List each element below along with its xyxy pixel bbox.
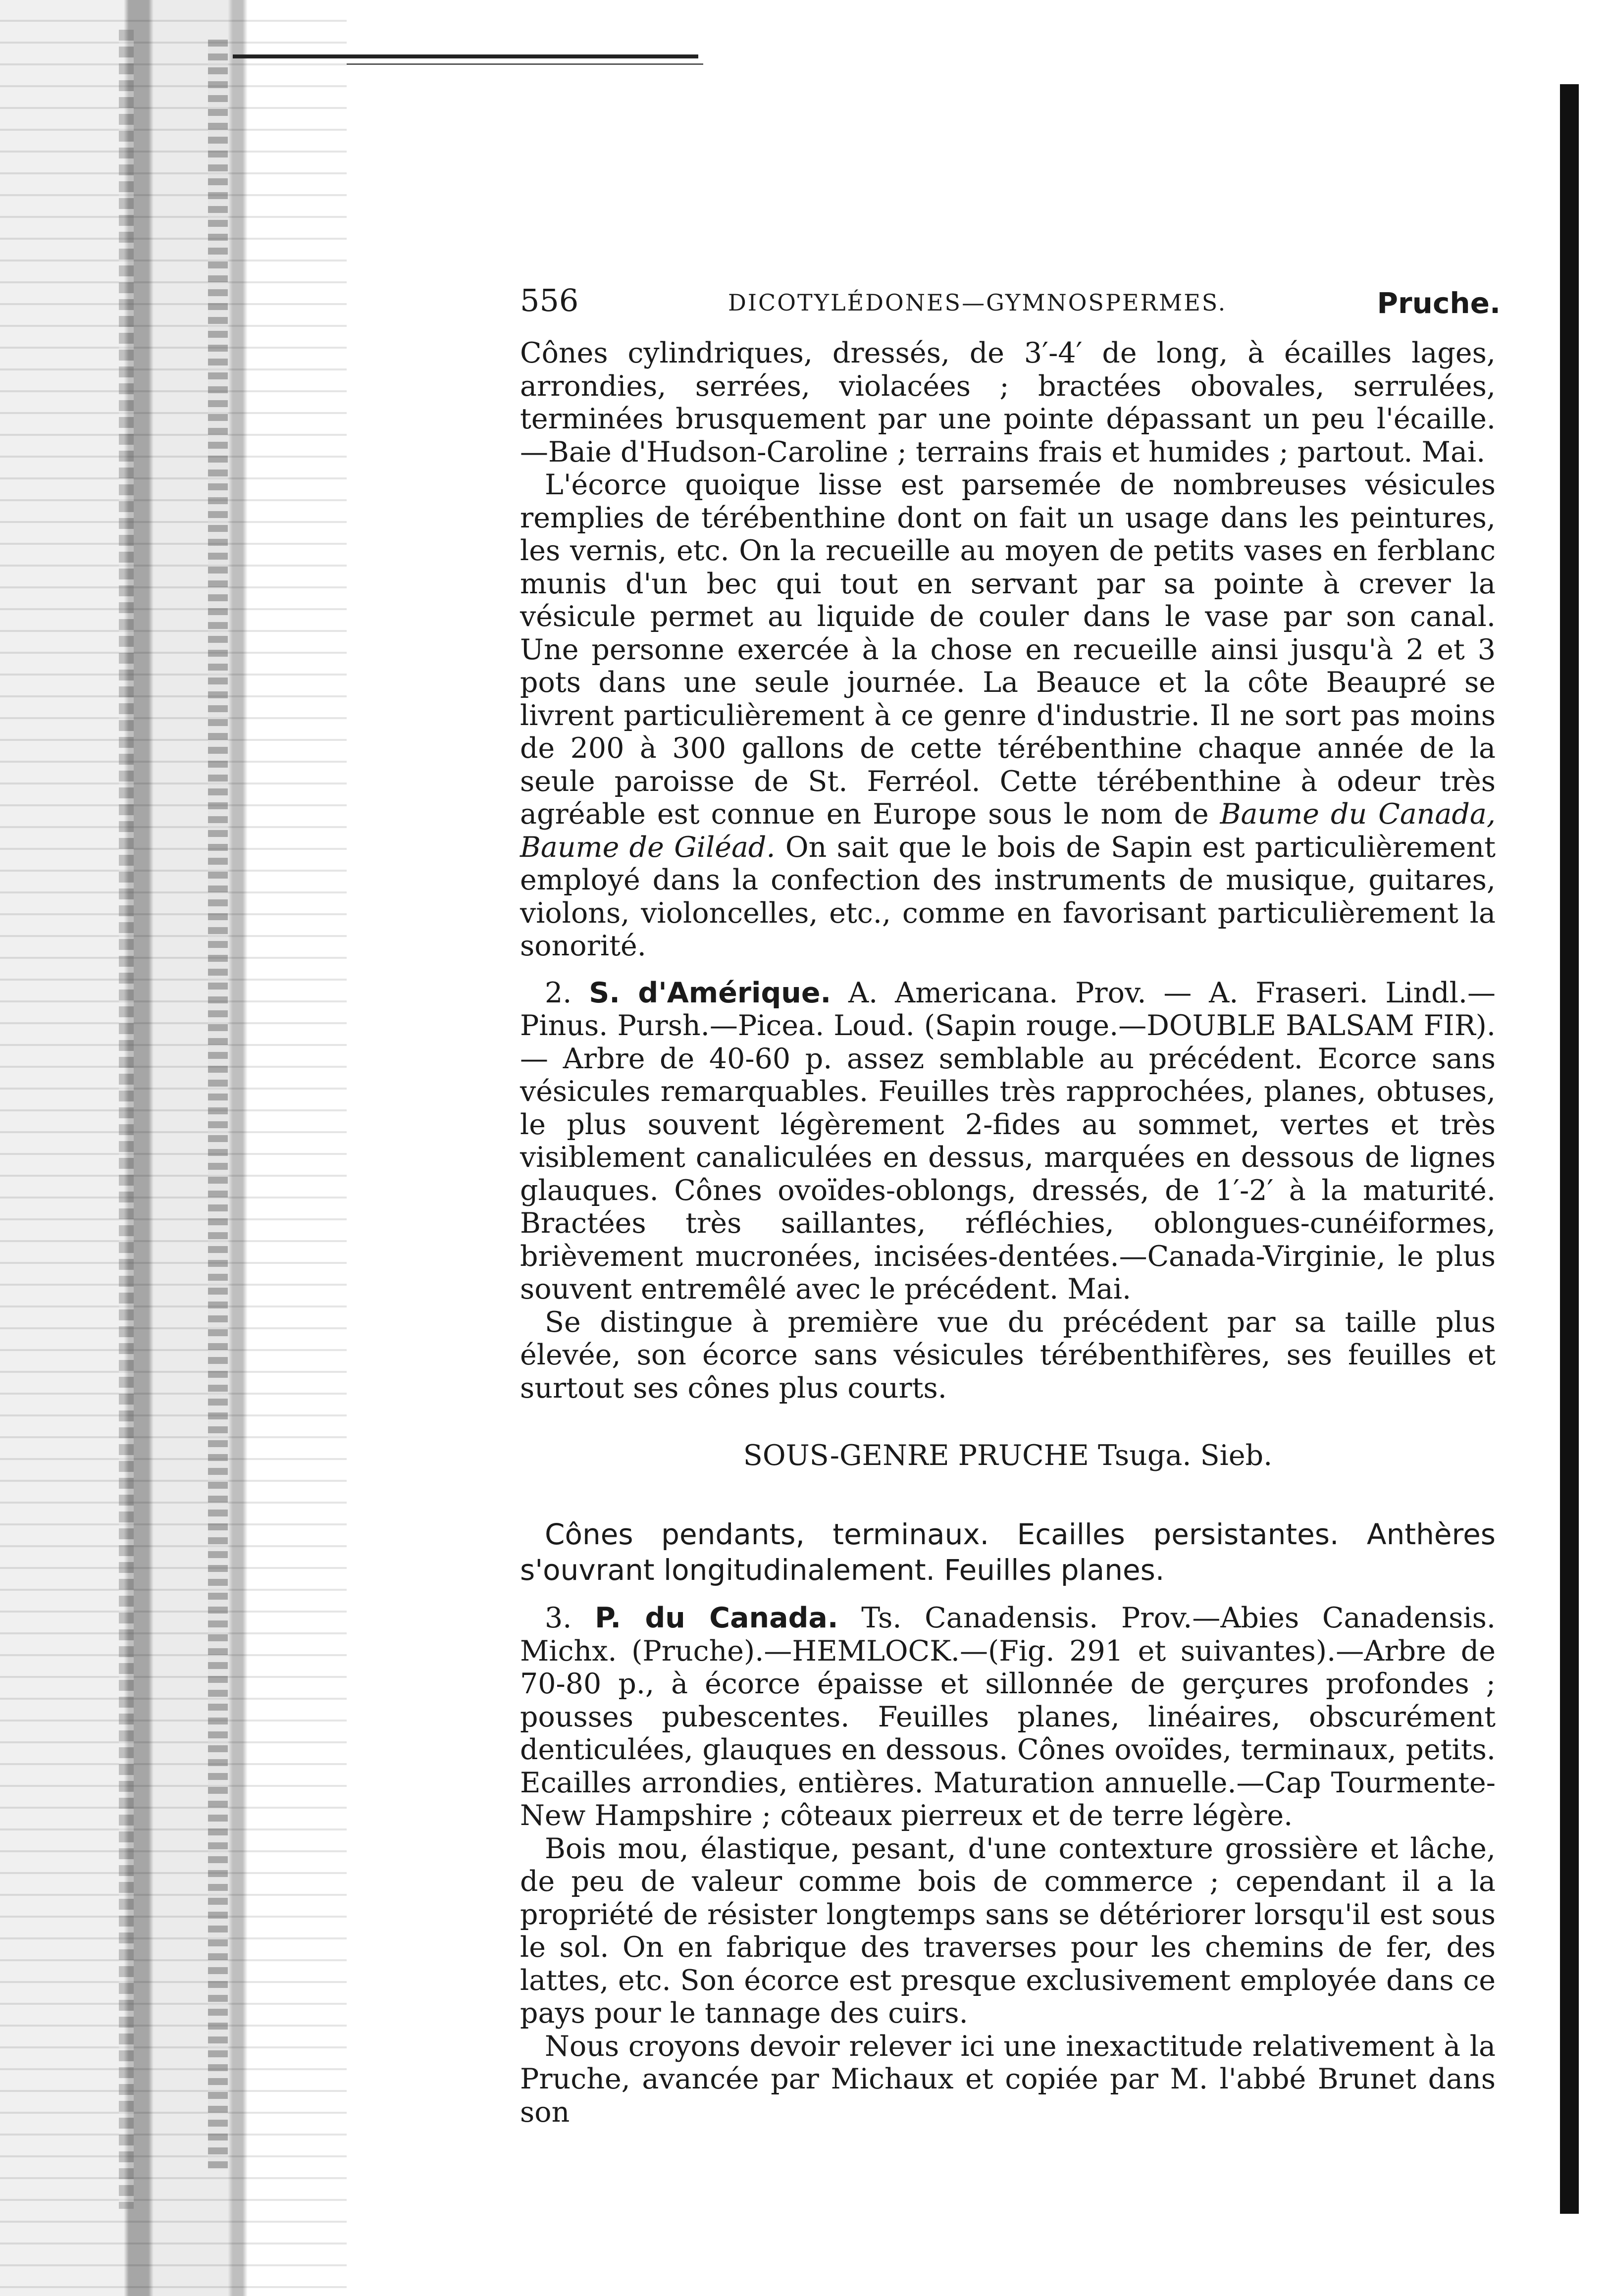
running-genus: Pruche.	[1377, 286, 1501, 320]
spacer	[520, 963, 1496, 977]
species-2-entry	[520, 977, 1496, 1306]
species-number: 3.	[545, 1602, 572, 1634]
binding-stitch-mark	[119, 30, 134, 2209]
subgenus-heading: SOUS-GENRE PRUCHE Tsuga. Sieb.	[743, 1439, 1273, 1472]
binding-edge	[208, 40, 228, 2169]
paragraph-terebenthine	[520, 469, 1496, 963]
page-content	[520, 282, 1501, 2129]
species-3-entry	[520, 1602, 1496, 1832]
species-number: 2.	[545, 976, 572, 1009]
top-edge-mark-2	[347, 63, 703, 65]
text-run: L'écorce quoique lisse est parsemée de nombreuses vésicules remplies de térébenthine dont on fait un usage dans les peintures, les vernis, etc. On la recueille au moyen de petits vases en ferblanc munis d'un bec qui tout en servant par sa pointe à crever la vésicule permet au liquide de couler dans le vase par son canal. Une personne exercée à la chose en recueille ainsi jusqu'à 2 et 3 pots dans une seule journée. La Beauce et la côte Beaupré se livrent particulièrement à ce genre d'industrie. Il ne sort pas moins de 200 à 300 gallons de cette térébenthine chaque année de la seule paroisse de St. Ferréol. Cette térébenthine à odeur très agréable est connue en Europe sous le nom de	[520, 469, 1496, 831]
spacer	[520, 1588, 1496, 1602]
page-edge-shadow	[1560, 84, 1579, 2214]
book-binding-shadow	[0, 0, 347, 2296]
page-header	[520, 282, 1501, 337]
page-number: 556	[520, 282, 579, 318]
paragraph-distinction: Se distingue à première vue du précédent par sa taille plus élevée, son écorce sans vésicules térébenthifères, ses feuilles et surtout ses cônes plus courts.	[520, 1305, 1496, 1405]
italic-run: Baume du Canada, Baume de Giléad.	[520, 798, 1496, 864]
species-description: A. Americana. Prov. — A. Fraseri. Lindl.— Pinus. Pursh.—Picea. Loud. (Sapin rouge.—DOUBLE BALSAM FIR).— Arbre de 40-60 p. assez semblable au précédent. Ecorce sans vésicules remarquables. Feuilles très rapprochées, planes, obtuses, le plus souvent légèrement 2-fides au sommet, vertes et très visiblement canaliculées en dessus, marquées en dessous de lignes glauques. Cônes ovoïdes-oblongs, dressés, de 1′-2′ à la maturité. Bractées très saillantes, réfléchies, oblongues-cunéiformes, brièvement mucronées, incisées-dentées.—Canada-Virginie, le plus souvent entremêlé avec le précédent. Mai.	[520, 976, 1496, 1305]
species-name: P. du Canada.	[595, 1602, 838, 1634]
species-name: S. d'Amérique.	[589, 976, 831, 1009]
paragraph-cones: Cônes cylindriques, dressés, de 3′-4′ de long, à écailles lages, arrondies, serrées, violacées ; bractées obovales, serrulées, terminées brusquement par une pointe dépassant un peu l'écaille.—Baie d'Hudson-Caroline ; terrains frais et humides ; partout. Mai.	[520, 337, 1496, 469]
paragraph-inexactitude: Nous croyons devoir relever ici une inexactitude relativement à la Pruche, avancée par Michaux et copiée par M. l'abbé Brunet dans son	[520, 2030, 1496, 2129]
species-description: Ts. Canadensis. Prov.—Abies Canadensis. Michx. (Pruche).—HEMLOCK.—(Fig. 291 et suivantes).—Arbre de 70-80 p., à écorce épaisse et sillonnée de gerçures profondes ; pousses pubescentes. Feuilles planes, linéaires, obscurément denticulées, glauques en dessous. Cônes ovoïdes, terminaux, petits. Ecailles arrondies, entières. Maturation annuelle.—Cap Tourmente-New Hampshire ; côteaux pierreux et de terre légère.	[520, 1602, 1496, 1832]
paragraph-bois: Bois mou, élastique, pesant, d'une contexture grossière et lâche, de peu de valeur comme bois de commerce ; cependant il a la propriété de résister longtemps sans se détériorer lorsqu'il est sous le sol. On en fabrique des traverses pour les chemins de fer, des lattes, etc. Son écorce est presque exclusivement employée dans ce pays pour le tannage des cuirs.	[520, 1832, 1496, 2030]
running-title: DICOTYLÉDONES—GYMNOSPERMES.	[728, 289, 1227, 316]
text-run: On sait que le bois de Sapin est particulièrement employé dans la confection des instruments de musique, guitares, violons, violoncelles, etc., comme en favorisant particulièrement la sonorité.	[520, 831, 1496, 962]
top-edge-mark	[233, 54, 698, 58]
genus-description: Cônes pendants, terminaux. Ecailles persistantes. Anthères s'ouvrant longitudinalement. Feuilles planes.	[520, 1517, 1496, 1587]
